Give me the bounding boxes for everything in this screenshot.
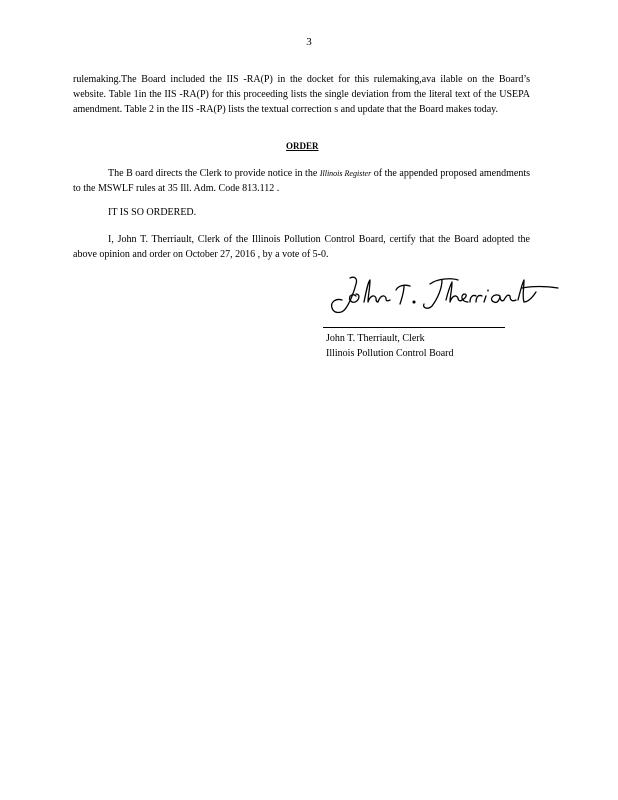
order-directive-text-before: The B oard directs the Clerk to provide notice in the [108, 168, 318, 179]
handwritten-signature [326, 270, 566, 320]
order-heading: ORDER [286, 141, 319, 151]
order-directive-text-after: of the appended proposed amendments to the MSWLF rules at 35 Ill. Adm. Code 813.112 . [73, 168, 530, 194]
paragraph-iis-rap: rulemaking.The Board included the IIS -RA(P) in the docket for this rulemaking,ava ilable on the Board’s website. Table 1in the IIS -RA(P) for this proceeding lists the single deviation from the literal text of the USEPA amendment. Table 2 in the IIS -RA(P) lists the textual correction s and update that the Board makes today. [73, 74, 530, 115]
signature-block [326, 331, 454, 361]
illinois-register-italic: Illinois Register [319, 169, 372, 178]
page-number: 3 [306, 36, 312, 48]
so-ordered-line: IT IS SO ORDERED. [108, 207, 197, 218]
clerk-name-title: John T. Therriault, Clerk [326, 333, 425, 344]
signature-line [323, 327, 505, 328]
paragraph-order-directive [73, 166, 530, 196]
paragraph-certification [73, 232, 530, 262]
clerk-organization: Illinois Pollution Control Board [326, 348, 454, 359]
certification-text: I, John T. Therriault, Clerk of the Illinois Pollution Control Board, certify that the Board adopted the above opinion and order on October 27, 2016 , by a vote of 5-0. [73, 234, 530, 260]
